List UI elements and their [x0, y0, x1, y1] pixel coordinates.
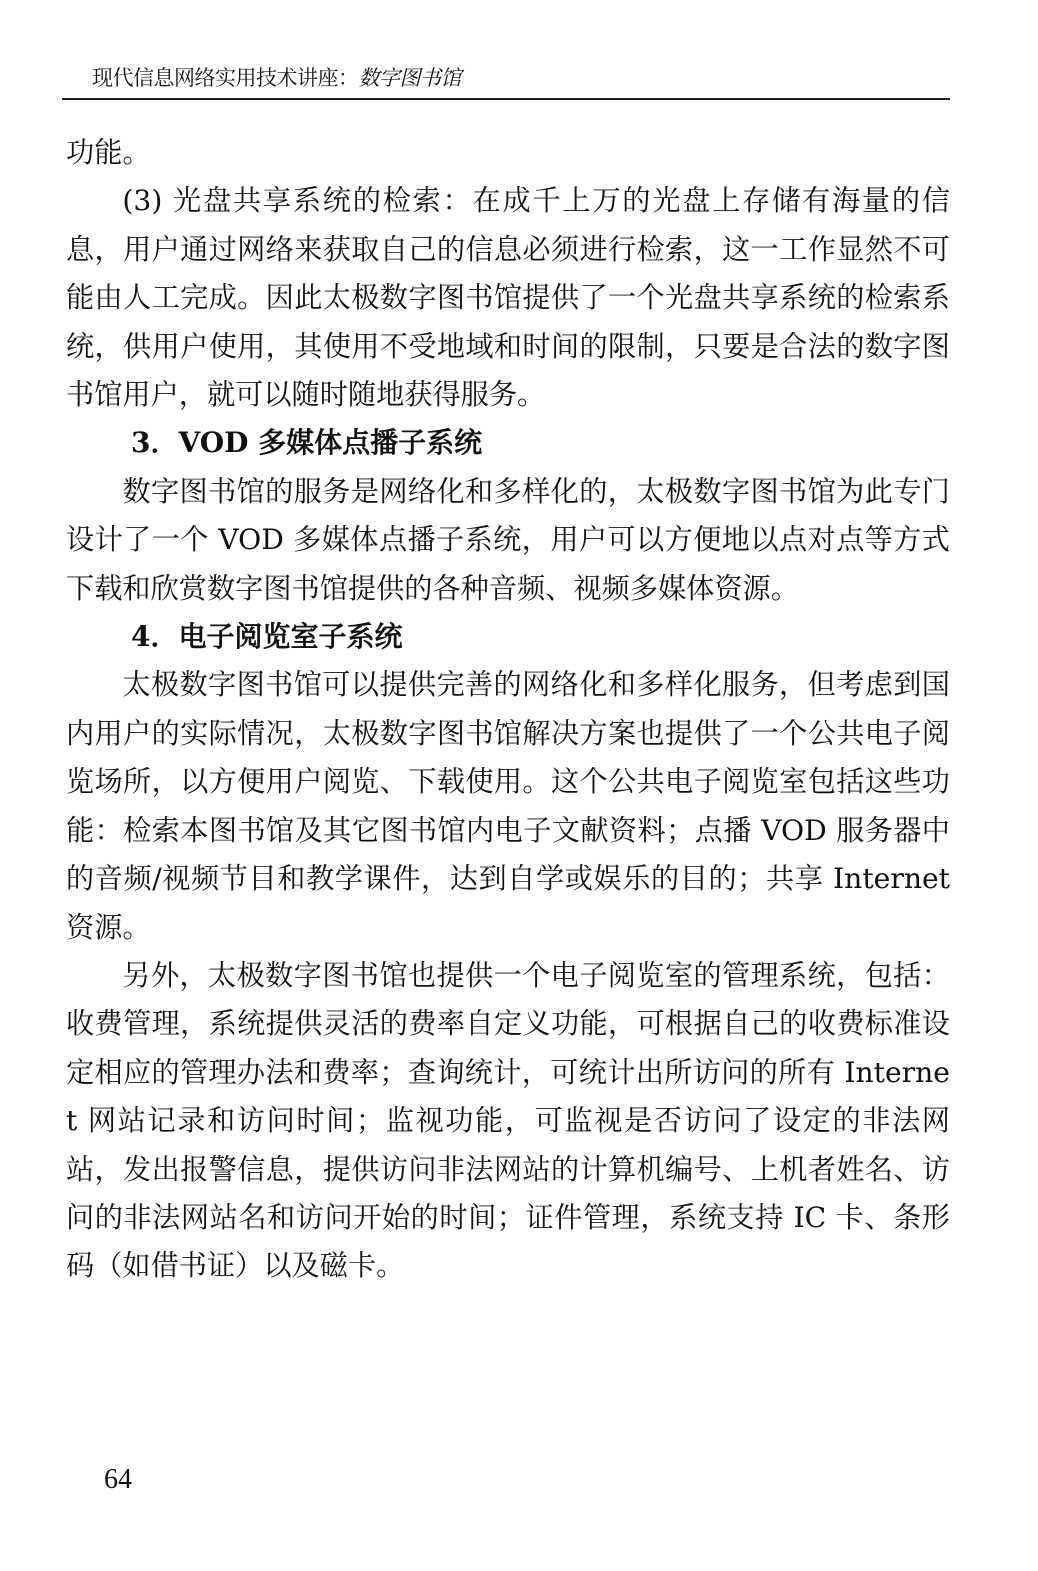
paragraph-reading-room: 太极数字图书馆可以提供完善的网络化和多样化服务，但考虑到国内用户的实际情况，太极数字图书馆解决方案也提供了一个公共电子阅览场所，以方便用户阅览、下载使用。这个公共电子阅览室包括这些功能：检索本图书馆及其它图书馆内电子文献资料；点播 VOD 服务器中的音频/视频节目和教学课件，达到自学或娱乐的目的；共享 Internet 资源。 [66, 668, 950, 944]
series-title: 现代信息网络实用技术讲座： [92, 66, 359, 90]
paragraph-vod: 数字图书馆的服务是网络化和多样化的，太极数字图书馆为此专门设计了一个 VOD 多媒体点播子系统，用户可以方便地以点对点等方式下载和欣赏数字图书馆提供的各种音频、视频多媒体资源。 [66, 474, 950, 605]
paragraph-continuation: 功能。 [66, 136, 151, 169]
running-header [62, 58, 950, 100]
page-number: 64 [104, 1464, 132, 1495]
section-heading-vod: 3．VOD 多媒体点播子系统 [131, 426, 483, 460]
paragraph-cd-sharing-retrieval: (3) 光盘共享系统的检索：在成千上万的光盘上存储有海量的信息，用户通过网络来获取自己的信息必须进行检索，这一工作显然不可能由人工完成。因此太极数字图书馆提供了一个光盘共享系统的检索系统，供用户使用，其使用不受地域和时间的限制，只要是合法的数字图书馆用户，就可以随时随地获得服务。 [66, 184, 950, 412]
book-title: 数字图书馆 [358, 66, 461, 90]
section-heading-reading-room: 4．电子阅览室子系统 [131, 620, 403, 654]
page-body [66, 129, 950, 1291]
paragraph-management-system: 另外，太极数字图书馆也提供一个电子阅览室的管理系统，包括：收费管理，系统提供灵活的费率自定义功能，可根据自己的收费标准设定相应的管理办法和费率；查询统计，可统计出所访问的所有 Internet 网站记录和访问时间；监视功能，可监视是否访问了设定的非法网站，发出报警信息，提供访问非法网站的计算机编号、上机者姓名、访问的非法网站名和访问开始的时间；证件管理，系统支持 IC 卡、条形码（如借书证）以及磁卡。 [66, 958, 950, 1283]
running-header-title [92, 62, 461, 92]
